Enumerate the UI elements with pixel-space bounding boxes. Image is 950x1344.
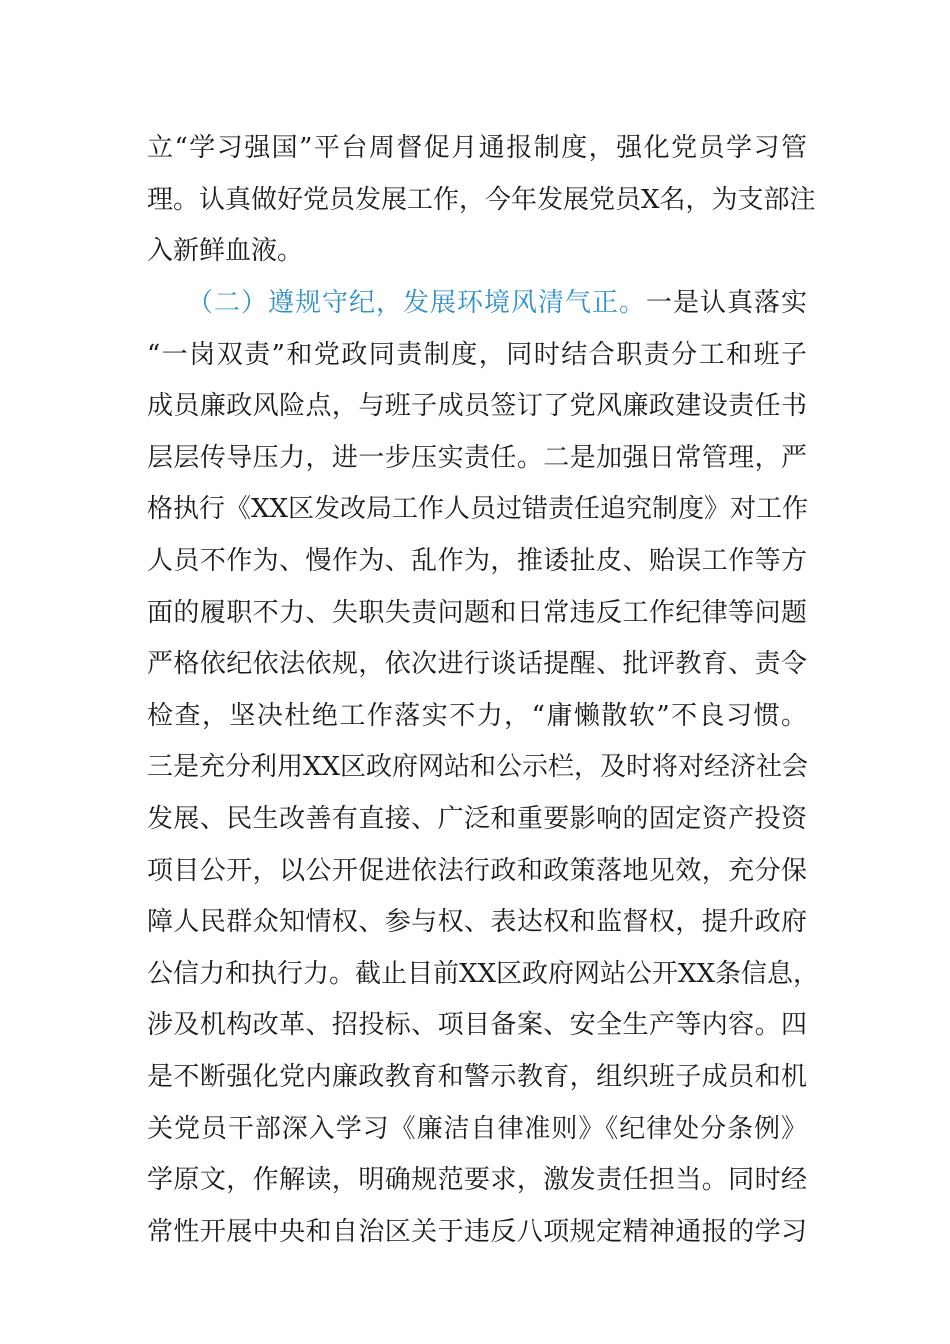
paragraph-line: 项目公开，以公开促进依法行政和政策落地见效，充分保 [147,856,807,886]
paragraph-line: 面的履职不力、失职失责问题和日常违反工作纪律等问题 [147,598,807,628]
paragraph-line: 障人民群众知情权、参与权、表达权和监督权，提升政府 [147,907,807,937]
paragraph-line: 层层传导压力，进一步压实责任。二是加强日常管理，严 [147,443,807,473]
paragraph-line: 成员廉政风险点，与班子成员签订了党风廉政建设责任书 [147,391,807,421]
paragraph-line: “一岗双责”和党政同责制度，同时结合职责分工和班子 [147,340,807,370]
paragraph-line: 人员不作为、慢作为、乱作为，推诿扯皮、贻误工作等方 [147,546,807,576]
section-heading-line [187,283,807,323]
paragraph-line: 立“学习强国”平台周督促月通报制度，强化党员学习管 [147,133,807,163]
paragraph-line: 常性开展中央和自治区关于违反八项规定精神通报的学习 [147,1217,807,1247]
section-heading: （二）遵规守纪，发展环境风清气正。 [187,288,646,318]
paragraph-line: 是不断强化党内廉政教育和警示教育，组织班子成员和机 [147,1062,807,1092]
paragraph-line: 学原文，作解读，明确规范要求，激发责任担当。同时经 [147,1165,807,1195]
paragraph-line: 理。认真做好党员发展工作，今年发展党员X名，为支部注 [147,185,816,215]
paragraph-line: 涉及机构改革、招投标、项目备案、安全生产等内容。四 [147,1010,807,1040]
paragraph-line: 关党员干部深入学习《廉洁自律准则》《纪律处分条例》 [147,1114,807,1144]
paragraph-line: 发展、民生改善有直接、广泛和重要影响的固定资产投资 [147,804,807,834]
paragraph-line: 检查，坚决杜绝工作落实不力，“庸懒散软”不良习惯。 [147,701,807,731]
paragraph-line: 三是充分利用XX区政府网站和公示栏，及时将对经济社会 [147,752,809,782]
paragraph-text-run: 一是认真落实 [645,288,807,318]
paragraph-line: 格执行《XX区发改局工作人员过错责任追究制度》对工作 [147,494,809,524]
paragraph-line: 公信力和执行力。截止目前XX区政府网站公开XX条信息， [147,959,820,989]
paragraph-line: 严格依纪依法依规，依次进行谈话提醒、批评教育、责令 [147,649,807,679]
paragraph-line: 入新鲜血液。 [147,236,304,266]
